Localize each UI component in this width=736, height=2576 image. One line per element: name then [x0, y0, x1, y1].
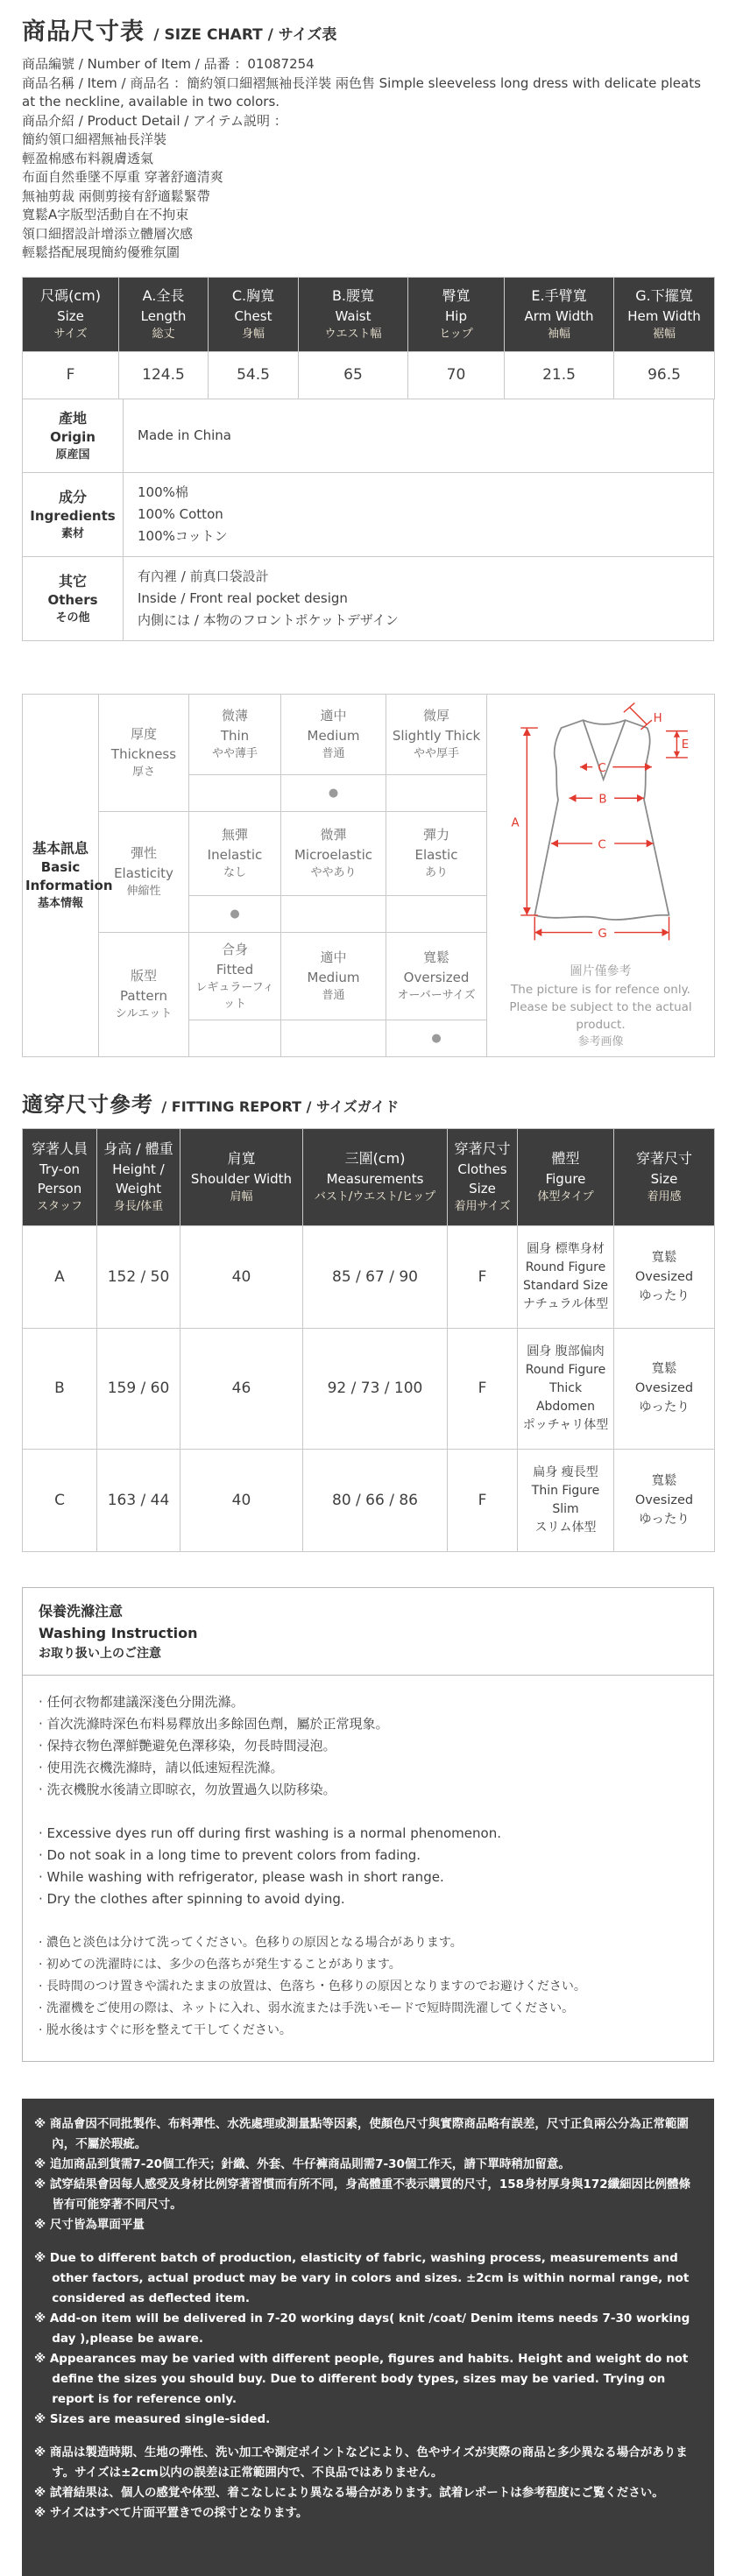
elasticity-option-elastic: 彈力 Elastic あり — [386, 811, 487, 895]
figure-header: 體型 Figure 体型タイプ — [518, 1128, 614, 1225]
diagram-label-G: G — [597, 927, 607, 941]
diagram-caption: 圖片僅參考 The picture is for refence only. Please be subject to the actual product. 参考画像 — [509, 963, 692, 1048]
pattern-option-medium: 適中 Medium 普通 — [281, 932, 386, 1020]
hip-col-header: 臀寬 Hip ヒップ — [408, 277, 505, 351]
washing-instruction-box — [22, 1587, 714, 2062]
diagram-label-E: E — [681, 738, 689, 752]
measurements-cell: 92 / 73 / 100 — [303, 1328, 448, 1449]
fitting-row-B — [23, 1328, 715, 1449]
thickness-dot-thick — [386, 774, 487, 811]
pattern-dot-oversized: ● — [386, 1020, 487, 1056]
shoulder-cell: 40 — [180, 1225, 303, 1328]
pattern-dot-medium — [281, 1020, 386, 1056]
pattern-option-oversized: 寬鬆 Oversized オーバーサイズ — [386, 932, 487, 1020]
diagram-label-A: A — [511, 815, 520, 829]
others-label: 其它 Others その他 — [23, 556, 124, 640]
measure-A — [520, 728, 538, 915]
washing-notes-zh: · 任何衣物都建議深淺色分開洗滌。 · 首次洗滌時深色布料易釋放出多餘固色劑，屬於正常現象。 · 保持衣物色澤鮮艷避免色澤移染，勿長時間浸泡。 · 使用洗衣機洗滌時，請以低速短程洗滌。 · 洗衣機脫水後請立即晾衣，勿放置過久以防移染。 — [39, 1693, 389, 1797]
pattern-dot-fitted — [189, 1020, 281, 1056]
product-detail-line: 布面自然垂墜不厚重 穿著舒適清爽 — [22, 169, 223, 185]
thickness-option-thin: 微薄 Thin やや薄手 — [189, 694, 281, 774]
thickness-options-row — [23, 694, 715, 774]
height-weight-cell: 152 / 50 — [97, 1225, 180, 1328]
item-name-line — [22, 74, 714, 112]
chest-col-header: C.胸寬 Chest 身幅 — [209, 277, 299, 351]
height-weight-header: 身高 / 體重 Height / Weight 身長/体重 — [97, 1128, 180, 1225]
product-detail-label: 商品介紹 / Product Detail / アイテム説明 ： — [22, 112, 287, 129]
elasticity-option-microelastic: 微彈 Microelastic ややあり — [281, 811, 386, 895]
washing-notes-ja: · 濃色と淡色は分けて洗ってください。色移りの原因となる場合があります。 · 初めての洗濯時には、多少の色落ちが発生することがあります。 · 長時間のつけ置きや濡れたままの放置は、色落ち・色移りの原因となりますのでお避けください。 · 洗濯機をご使用の際は、ネットに入れ、弱水流または手洗いモードで短時間洗濯してください。 · 脱水後はすぐに形を整えて干してください。 — [39, 1935, 586, 2037]
product-detail-line: 輕鬆搭配展現簡約優雅氛圍 — [22, 244, 180, 260]
arm-width-col-header: E.手臂寬 Arm Width 袖幅 — [505, 277, 614, 351]
chest-value: 54.5 — [209, 351, 299, 399]
clothes-size-header: 穿著尺寸 Clothes Size 着用サイズ — [448, 1128, 518, 1225]
thickness-option-thick: 微厚 Slightly Thick やや厚手 — [386, 694, 487, 774]
size-chart-data-row — [23, 351, 715, 399]
person-cell: C — [23, 1449, 97, 1551]
product-detail-line: 簡約領口細褶無袖長洋裝 — [22, 131, 167, 147]
elasticity-option-inelastic: 無彈 Inelastic なし — [189, 811, 281, 895]
thickness-option-medium: 適中 Medium 普通 — [281, 694, 386, 774]
diagram-label-C-hip: C — [597, 837, 606, 851]
clothes-size-cell: F — [448, 1328, 518, 1449]
shoulder-cell: 40 — [180, 1449, 303, 1551]
height-weight-cell: 159 / 60 — [97, 1328, 180, 1449]
size-feel-cell: 寬鬆 Ovesized ゆったり — [614, 1449, 715, 1551]
product-detail-line: 輕盈棉感布料親膚透氣 — [22, 150, 154, 166]
others-value: 有內裡 / 前真口袋設計 Inside / Front real pocket design 内側には / 本物のフロントポケットデザイン — [124, 556, 714, 640]
hem-width-col-header: G.下擺寬 Hem Width 裾幅 — [614, 277, 715, 351]
fitting-title-sub: / FITTING REPORT / サイズガイド — [161, 1097, 400, 1115]
product-detail-line: 領口細摺設計增添立體層次感 — [22, 225, 194, 242]
person-cell: B — [23, 1328, 97, 1449]
ingredients-label: 成分 Ingredients 素材 — [23, 472, 124, 556]
fitting-row-A — [23, 1225, 715, 1328]
pattern-option-fitted: 合身 Fitted レギュラーフィット — [189, 932, 281, 1020]
origin-row — [23, 399, 714, 472]
fitting-report-table — [22, 1128, 715, 1552]
elasticity-label: 彈性 Elasticity 伸縮性 — [99, 811, 189, 932]
size-value: F — [23, 351, 119, 399]
hip-value: 70 — [408, 351, 505, 399]
footer-notes-zh: ※ 商品會因不同批製作、布料彈性、水洗處理或測量點等因素，使顏色尺寸與實際商品略有誤差，尺寸正負兩公分為正常範圍內，不屬於瑕疵。 ※ 追加商品到貨需7-20個工作天；針織、外套、牛仔褲商品則需7-30個工作天，請下單時稍加留意。 ※ 試穿結果會因每人感受及身材比例穿著習慣而有所不同，身高體重不表示購買的尺寸，158身材厚身與172纖細因比例體條皆有可能穿著不同尺寸。 ※ 尺寸皆為單面平量 — [34, 2116, 691, 2232]
figure-cell: 圓身 標準身材 Round Figure Standard Size ナチュラル体型 — [518, 1225, 614, 1328]
item-number-line — [22, 55, 714, 74]
item-number-value: 01087254 — [247, 56, 315, 72]
measurement-diagram-cell — [487, 694, 715, 1056]
person-cell: A — [23, 1225, 97, 1328]
dress-outline — [534, 720, 669, 920]
pattern-label: 版型 Pattern シルエット — [99, 932, 189, 1056]
washing-instruction-title: 保養洗滌注意 Washing Instruction お取り扱い上のご注意 — [39, 1602, 198, 1661]
basic-info-table — [22, 694, 715, 1057]
diagram-label-H: H — [653, 711, 662, 725]
hem-width-value: 96.5 — [614, 351, 715, 399]
size-col-header: 尺碼(cm) Size サイズ — [23, 277, 119, 351]
product-detail-line: 寬鬆A字版型活動自在不拘束 — [22, 207, 189, 222]
item-name-label: 商品名稱 / Item / 商品名 ： — [22, 74, 188, 91]
size-chart-table — [22, 277, 715, 399]
figure-cell: 扁身 瘦長型 Thin Figure Slim スリム体型 — [518, 1449, 614, 1551]
elasticity-dot-microelastic — [281, 895, 386, 932]
fitting-row-C — [23, 1449, 715, 1551]
size-feel-cell: 寬鬆 Ovesized ゆったり — [614, 1225, 715, 1328]
measurements-header: 三圍(cm) Measurements バスト/ウエスト/ヒップ — [303, 1128, 448, 1225]
item-name-value: 簡約領口細褶無袖長洋裝 兩色售 Simple sleeveless long dress with delicate pleats at the neckline, available in two colors. — [22, 74, 701, 109]
height-weight-cell: 163 / 44 — [97, 1449, 180, 1551]
elasticity-dot-elastic — [386, 895, 487, 932]
clothes-size-cell: F — [448, 1449, 518, 1551]
clothes-size-cell: F — [448, 1225, 518, 1328]
item-number-label: 商品編號 / Number of Item / 品番 ： — [22, 56, 248, 72]
measurements-cell: 80 / 66 / 86 — [303, 1449, 448, 1551]
product-detail-line: 無袖剪裁 兩側剪接有舒適鬆緊帶 — [22, 187, 210, 204]
page-title-zh: 商品尺寸表 — [22, 18, 145, 46]
fitting-report-title — [22, 1087, 714, 1118]
diagram-label-C-chest: C — [597, 761, 606, 775]
elasticity-dot-inelastic: ● — [189, 895, 281, 932]
ingredients-row — [23, 472, 714, 556]
fitting-title-zh: 適穿尺寸參考 — [22, 1091, 153, 1117]
others-row — [23, 556, 714, 640]
thickness-label: 厚度 Thickness 厚さ — [99, 694, 189, 811]
washing-notes-en: · Excessive dyes run off during first washing is a normal phenomenon. · Do not soak in a long time to prevent colors from fading. · While washing with refrigerator, please wash in short range. · Dry the clothes after spinning to avoid dying. — [39, 1824, 501, 1907]
shoulder-cell: 46 — [180, 1328, 303, 1449]
footer-notes-en: ※ Due to different batch of production, elasticity of fabric, washing process, measurements and other factors, actual product may be vary in colors and sizes. ±2cm is within normal range, not considered as deflected item. ※ Add-on item will be delivered in 7-20 working days( knit /coat/ Denim items needs 7-30 working day ),please be aware. ※ Appearances may be varied with different people, figures and habits. Height and weight do not define the sizes you should buy. Due to different body types, sizes may be varied. Trying on report is for reference only. ※ Sizes are measured single-sided. — [34, 2250, 690, 2426]
footer-notes — [22, 2099, 714, 2576]
shoulder-width-header: 肩寬 Shoulder Width 肩幅 — [180, 1128, 303, 1225]
measurements-cell: 85 / 67 / 90 — [303, 1225, 448, 1328]
washing-instruction-body — [23, 1675, 713, 2061]
arm-width-value: 21.5 — [505, 351, 614, 399]
size-feel-cell: 寬鬆 Ovesized ゆったり — [614, 1328, 715, 1449]
product-info-table — [22, 399, 714, 641]
origin-label: 產地 Origin 原産国 — [23, 399, 124, 472]
length-col-header: A.全長 Length 総丈 — [119, 277, 209, 351]
ingredients-value: 100%棉 100% Cotton 100%コットン — [124, 472, 714, 556]
length-value: 124.5 — [119, 351, 209, 399]
basic-info-title: 基本訊息 Basic Information 基本情報 — [23, 694, 99, 1056]
page-title — [22, 12, 714, 46]
thickness-dot-medium: ● — [281, 774, 386, 811]
origin-value: Made in China — [124, 399, 714, 472]
tryon-person-header: 穿著人員 Try-on Person スタッフ — [23, 1128, 97, 1225]
diagram-label-B: B — [598, 793, 606, 807]
waist-value: 65 — [299, 351, 408, 399]
fitting-header-row — [23, 1128, 715, 1225]
thickness-dot-thin — [189, 774, 281, 811]
size-chart-header-row — [23, 277, 715, 351]
size-feel-header: 穿著尺寸 Size 着用感 — [614, 1128, 715, 1225]
waist-col-header: B.腰寬 Waist ウエスト幅 — [299, 277, 408, 351]
dress-measurement-diagram — [500, 700, 702, 943]
footer-notes-ja: ※ 商品は製造時期、生地の弾性、洗い加工や測定ポイントなどにより、色やサイズが実際の商品と多少異なる場合があります。サイズは±2cm以内の誤差は正常範囲内で、不良品ではありません。 ※ 試着結果は、個人の感覚や体型、着こなしにより異なる場合があります。試着レポートは参考程度にご覧ください。 ※ サイズはすべて片面平置きでの採寸となります。 — [34, 2445, 688, 2520]
page-title-sub: / SIZE CHART / サイズ表 — [153, 26, 337, 44]
figure-cell: 圓身 腹部偏肉 Round Figure Thick Abdomen ポッチャリ体型 — [518, 1328, 614, 1449]
